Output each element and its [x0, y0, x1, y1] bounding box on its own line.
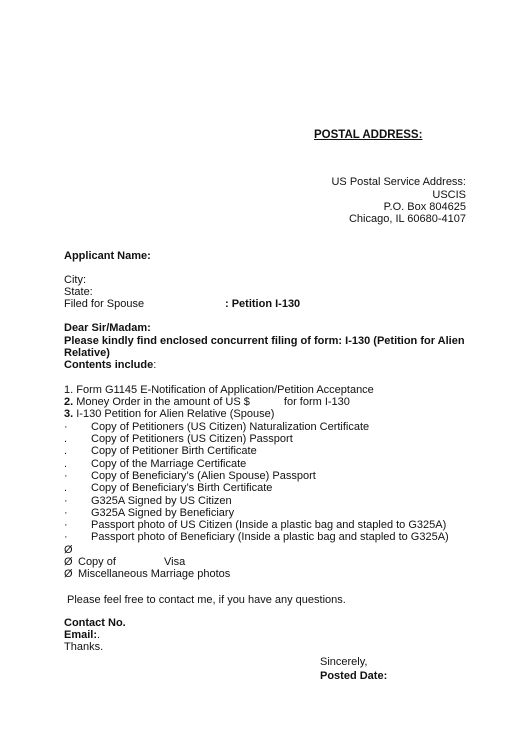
- subitem-bullet: .: [64, 458, 68, 470]
- subitem-text: Passport photo of US Citizen (Inside a plastic bag and stapled to G325A): [91, 519, 447, 531]
- subitem-text: Copy of the Marriage Certificate: [91, 458, 247, 470]
- extra-bullet: Ø: [64, 544, 73, 556]
- extra-bullet: Ø: [64, 556, 73, 568]
- contents-colon: :: [153, 359, 157, 371]
- address-line-1: US Postal Service Address:: [331, 176, 466, 188]
- state-label: State:: [64, 286, 93, 298]
- subitem-bullet: ·: [64, 470, 68, 482]
- salutation: Dear Sir/Madam:: [64, 322, 151, 334]
- subitem-bullet: ·: [64, 495, 68, 507]
- posted-date-label: Posted Date:: [320, 670, 388, 682]
- thanks: Thanks.: [64, 641, 104, 653]
- address-line-3: P.O. Box 804625: [383, 201, 466, 213]
- subitem-text: Passport photo of Beneficiary (Inside a plastic bag and stapled to G325A): [91, 531, 449, 543]
- email-label: [64, 629, 100, 641]
- subitem-bullet: ·: [64, 507, 68, 519]
- subitem-text: Copy of Beneficiary’s Birth Certificate: [91, 482, 273, 494]
- content-item-1: 1. Form G1145 E-Notification of Application/Petition Acceptance: [64, 384, 374, 396]
- content-item-2: [64, 396, 350, 408]
- intro-line-2: Relative): [64, 347, 110, 359]
- contact-sentence: Please feel free to contact me, if you have any questions.: [67, 594, 346, 606]
- subitem-bullet: ·: [64, 519, 68, 531]
- subitem-bullet: .: [64, 445, 68, 457]
- subitem-text: Copy of Beneficiary’s (Alien Spouse) Passport: [91, 470, 316, 482]
- address-line-2: USCIS: [432, 189, 466, 201]
- address-line-4: Chicago, IL 60680-4107: [348, 213, 466, 225]
- subitem-text: Copy of Petitioners (US Citizen) Naturalization Certificate: [91, 421, 370, 433]
- filed-for-label: Filed for Spouse: [64, 298, 145, 310]
- email-dot: .: [97, 629, 101, 641]
- city-label: City:: [64, 274, 86, 286]
- postal-address-title: POSTAL ADDRESS:: [314, 129, 423, 141]
- content-item-2-number: 2.: [64, 396, 74, 408]
- content-item-2-tail: for form I-130: [283, 396, 350, 408]
- content-item-3-number: 3.: [64, 408, 74, 420]
- subitem-bullet: ·: [64, 531, 68, 543]
- extra-marriage-photos: Miscellaneous Marriage photos: [78, 568, 231, 580]
- extra-bullet: Ø: [64, 568, 73, 580]
- sincerely: Sincerely,: [320, 656, 368, 668]
- applicant-name-label: Applicant Name:: [64, 250, 151, 262]
- contents-heading: [64, 359, 156, 371]
- extra-copy-of: Copy of: [78, 556, 116, 568]
- content-item-3: [64, 408, 274, 420]
- content-item-2-text: Money Order in the amount of US $: [73, 396, 250, 408]
- contents-label: Contents include: [64, 359, 154, 371]
- subitem-text: Copy of Petitioner Birth Certificate: [91, 445, 257, 457]
- subitem-text: G325A Signed by US Citizen: [91, 495, 232, 507]
- subitem-bullet: ·: [64, 421, 68, 433]
- petition-label: : Petition I-130: [225, 298, 301, 310]
- email-text: Email:: [64, 629, 98, 641]
- contact-no-label: Contact No.: [64, 617, 126, 629]
- subitem-bullet: .: [64, 433, 68, 445]
- intro-line-1: Please kindly find enclosed concurrent filing of form: I-130 (Petition for Alien: [64, 335, 465, 347]
- subitem-text: Copy of Petitioners (US Citizen) Passport: [91, 433, 293, 445]
- extra-visa: Visa: [164, 556, 186, 568]
- content-item-3-text: I-130 Petition for Alien Relative (Spouse): [73, 408, 275, 420]
- subitem-text: G325A Signed by Beneficiary: [91, 507, 235, 519]
- subitem-bullet: .: [64, 482, 68, 494]
